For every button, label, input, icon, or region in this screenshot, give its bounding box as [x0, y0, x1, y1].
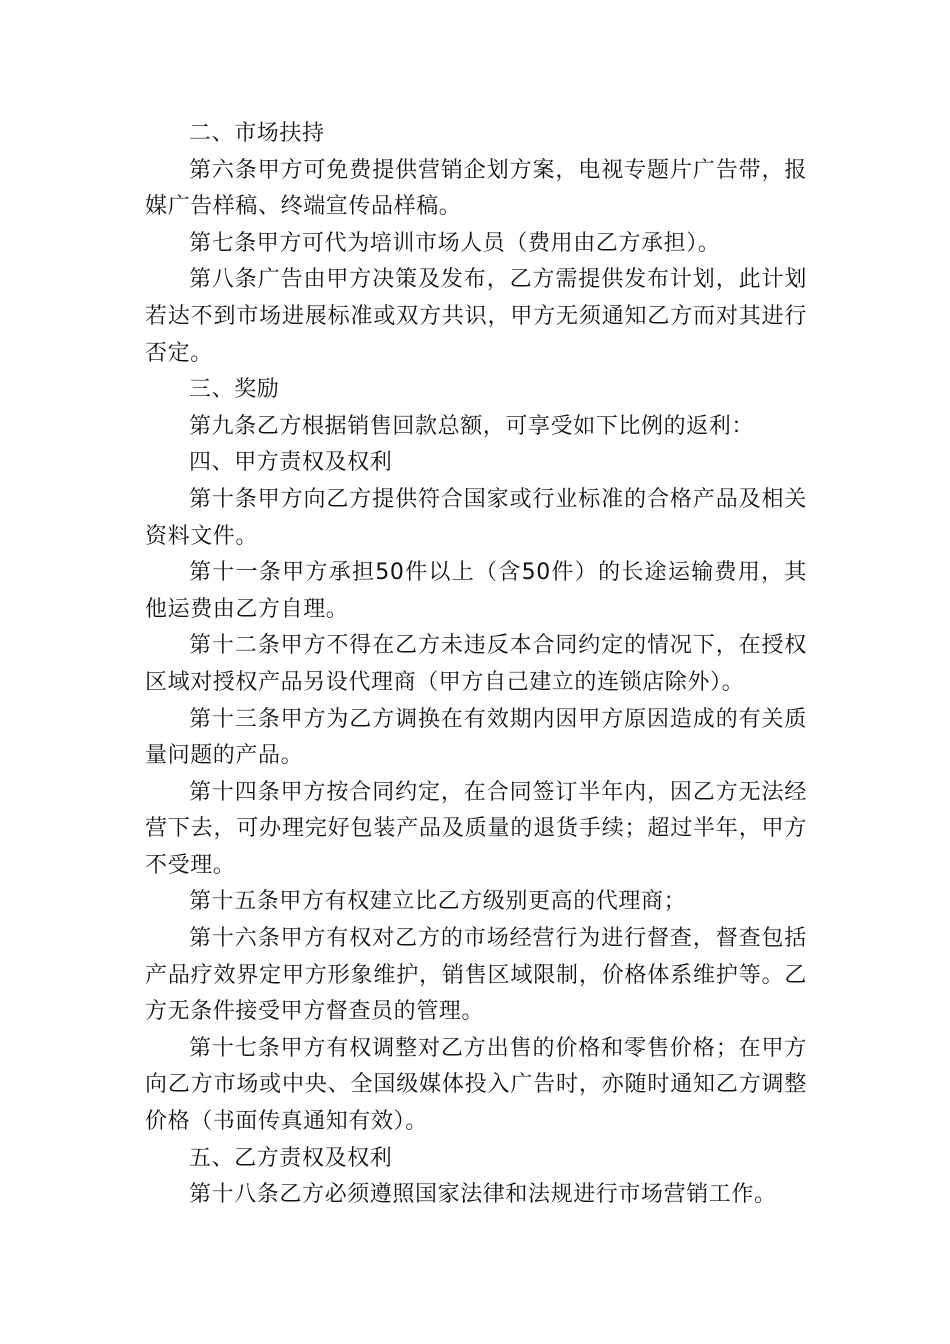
article-7: 第七条甲方可代为培训市场人员（费用由乙方承担）。	[189, 230, 721, 256]
article-10: 第十条甲方向乙方提供符合国家或行业标准的合格产品及相关资料文件。	[145, 486, 807, 549]
article-17: 第十七条甲方有权调整对乙方出售的价格和零售价格；在甲方向乙方市场或中央、全国级媒体投入广告时，亦随时通知乙方调整价格（书面传真通知有效）。	[145, 1035, 807, 1135]
article-12: 第十二条甲方不得在乙方未违反本合同约定的情况下，在授权区域对授权产品另设代理商（甲方自己建立的连锁店除外）。	[145, 633, 807, 695]
article-9: 第九条乙方根据销售回款总额，可享受如下比例的返利：	[189, 413, 755, 439]
article-16: 第十六条甲方有权对乙方的市场经营行为进行督查，督查包括产品疗效界定甲方形象维护，销售区域限制，价格体系维护等。乙方无条件接受甲方督查员的管理。	[145, 926, 807, 1025]
article-18: 第十八条乙方必须遵照国家法律和法规进行市场营销工作。	[189, 1182, 777, 1208]
section-heading-market-support: 二、市场扶持	[189, 121, 325, 146]
article-8: 第八条广告由甲方决策及发布，乙方需提供发布计划，此计划若达不到市场进展标准或双方共识，甲方无须通知乙方而对其进行否定。	[145, 267, 807, 366]
section-heading-party-b-rights: 五、乙方责权及权利	[189, 1145, 393, 1171]
article-14: 第十四条甲方按合同约定，在合同签订半年内，因乙方无法经营下去，可办理完好包装产品及质量的退货手续；超过半年，甲方不受理。	[145, 779, 807, 878]
document-body	[145, 116, 807, 1214]
section-heading-rewards: 三、奖励	[189, 377, 280, 403]
section-heading-party-a-rights: 四、甲方责权及权利	[189, 450, 393, 476]
article-15: 第十五条甲方有权建立比乙方级别更高的代理商；	[189, 889, 687, 915]
article-11: 第十一条甲方承担50件以上（含50件）的长途运输费用，其他运费由乙方自理。	[145, 560, 807, 622]
article-6: 第六条甲方可免费提供营销企划方案，电视专题片广告带，报媒广告样稿、终端宣传品样稿。	[145, 157, 807, 220]
article-13: 第十三条甲方为乙方调换在有效期内因甲方原因造成的有关质量问题的产品。	[145, 706, 807, 769]
